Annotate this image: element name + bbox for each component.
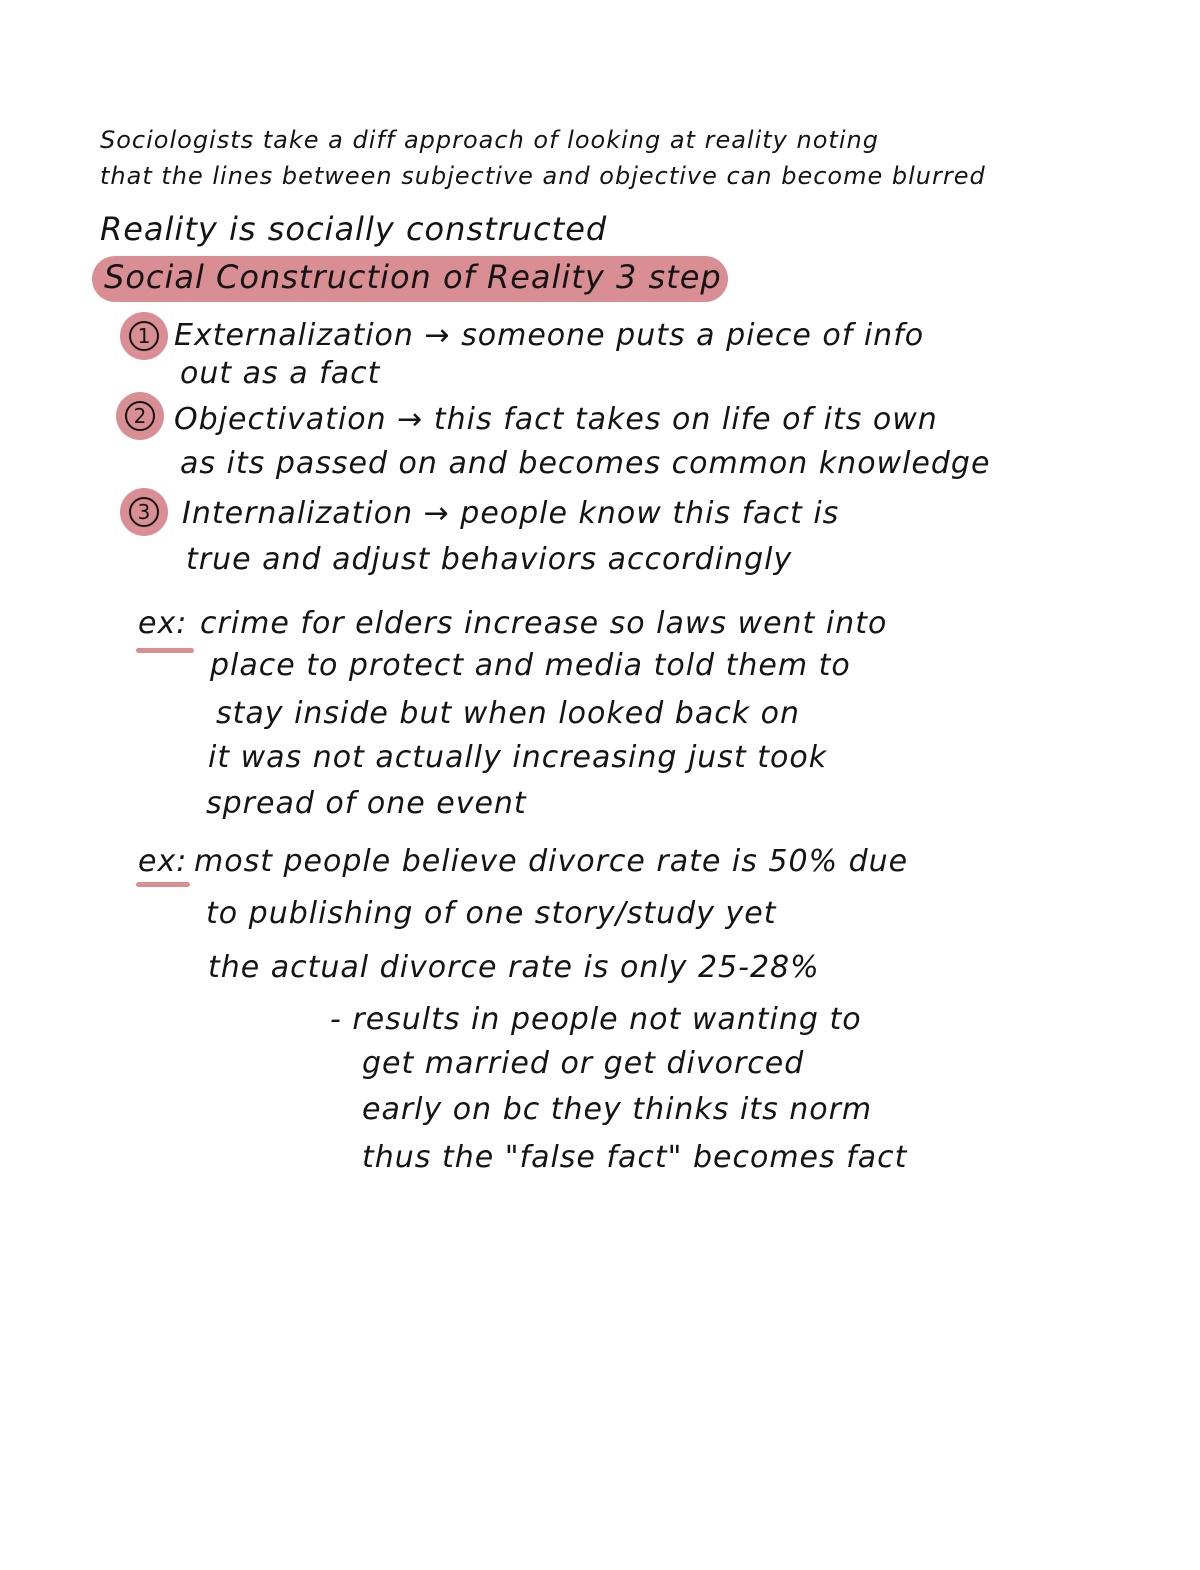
example-2-sub-line-1: - results in people not wanting to: [330, 1002, 862, 1037]
step-2-marker: [116, 392, 164, 440]
step-1-marker: [120, 312, 168, 360]
step-3-marker: [120, 488, 168, 536]
heading: Reality is socially constructed: [100, 210, 608, 248]
step-2-line-2: as its passed on and becomes common knowledge: [180, 446, 991, 481]
example-2-line-1: most people believe divorce rate is 50% due: [194, 844, 909, 879]
step-3-line-2: true and adjust behaviors accordingly: [186, 542, 793, 577]
example-2-sub-line-2: get married or get divorced: [362, 1046, 805, 1081]
step-1-line-2: out as a fact: [180, 356, 381, 391]
example-2-sub-line-4: thus the "false fact" becomes fact: [362, 1140, 908, 1175]
example-1-line-2: place to protect and media told them to: [210, 648, 851, 683]
example-1-line-3: stay inside but when looked back on: [216, 696, 800, 731]
step-2-line-1: Objectivation → this fact takes on life of its own: [174, 402, 938, 437]
example-2-underline: [136, 882, 190, 887]
example-2-label: ex:: [138, 844, 188, 879]
example-1-line-4: it was not actually increasing just took: [208, 740, 828, 775]
highlight-title: Social Construction of Reality 3 step: [104, 258, 722, 296]
step-3-number: 3: [129, 497, 159, 527]
example-1-underline: [136, 648, 194, 653]
example-2-line-2: to publishing of one story/study yet: [206, 896, 777, 931]
step-1-number: 1: [129, 321, 159, 351]
example-1-line-1: crime for elders increase so laws went into: [200, 606, 888, 641]
example-1-label: ex:: [138, 606, 188, 641]
example-2-line-3: the actual divorce rate is only 25-28%: [208, 950, 820, 985]
example-2-sub-line-3: early on bc they thinks its norm: [362, 1092, 873, 1127]
intro-line-1: Sociologists take a diff approach of looking at reality noting: [100, 126, 879, 154]
example-1-line-5: spread of one event: [206, 786, 527, 821]
intro-line-2: that the lines between subjective and objective can become blurred: [100, 162, 986, 190]
step-3-line-1: Internalization → people know this fact is: [182, 496, 840, 531]
step-2-number: 2: [125, 401, 155, 431]
step-1-line-1: Externalization → someone puts a piece of info: [174, 318, 925, 353]
